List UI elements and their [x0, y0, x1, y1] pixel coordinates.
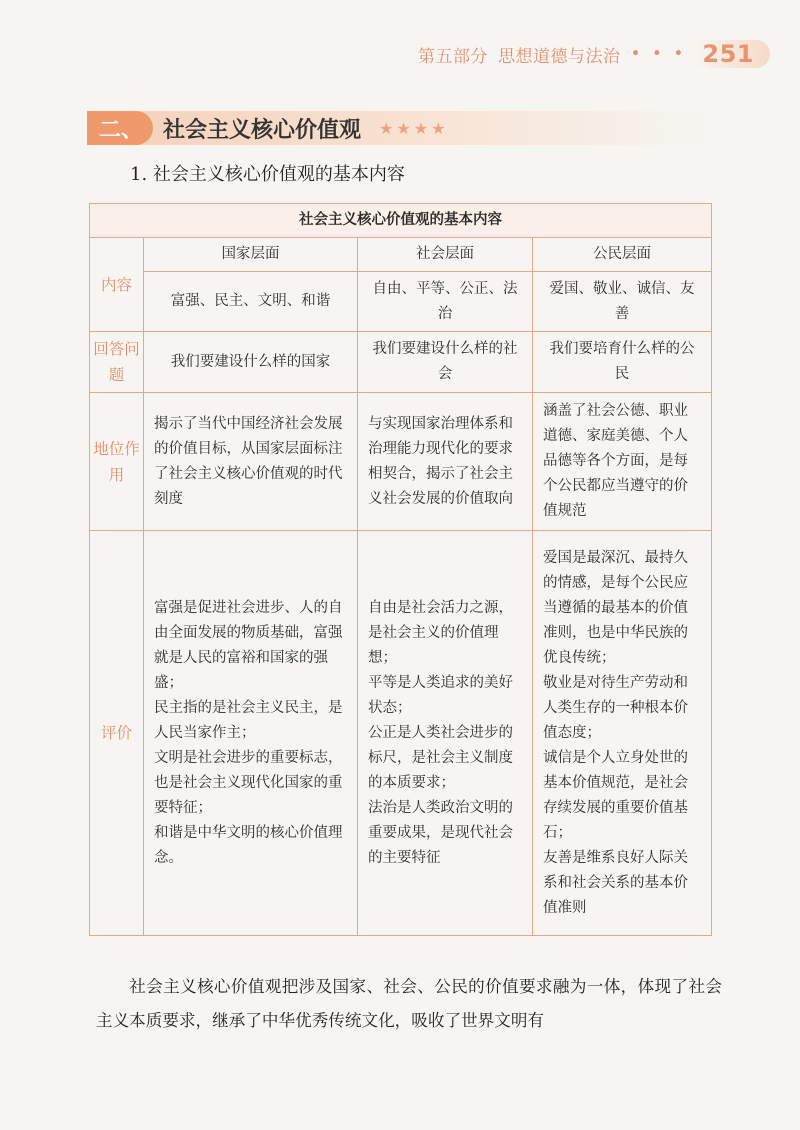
question-national: 我们要建设什么样的国家	[144, 332, 358, 393]
question-social: 我们要建设什么样的社会	[358, 332, 533, 393]
subsection-title: 1. 社会主义核心价值观的基本内容	[130, 164, 405, 185]
content-national: 富强、民主、文明、和谐	[144, 272, 358, 332]
role-national: 揭示了当代中国经济社会发展的价值目标，从国家层面标注了社会主义核心价值观的时代刻度	[144, 393, 358, 531]
evaluation-line: 和谐是中华文明的核心价值理念。	[154, 824, 343, 866]
row-label-evaluation: 评价	[90, 531, 144, 936]
table-caption: 社会主义核心价值观的基本内容	[90, 204, 712, 238]
table-header-row	[90, 238, 712, 272]
role-citizen: 涵盖了社会公德、职业道德、家庭美德、个人品德等各个方面，是每个公民都应当遵守的价值规范	[533, 393, 712, 531]
role-social: 与实现国家治理体系和治理能力现代化的要求相契合，揭示了社会主义社会发展的价值取向	[358, 393, 533, 531]
subject-label: 思想道德与法治	[498, 46, 621, 67]
evaluation-line: 平等是人类追求的美好状态；	[368, 674, 513, 716]
header-dots: • • •	[630, 44, 687, 64]
evaluation-line: 自由是社会活力之源，是社会主义的价值理想；	[368, 599, 513, 666]
core-values-table	[89, 203, 712, 936]
content-social: 自由、平等、公正、法治	[358, 272, 533, 332]
table-row	[90, 393, 712, 531]
col-header-citizen: 公民层面	[533, 238, 712, 272]
page-number: 251	[696, 40, 770, 68]
col-header-social: 社会层面	[358, 238, 533, 272]
row-label-content: 内容	[90, 238, 144, 332]
table-row	[90, 531, 712, 936]
table-row	[90, 332, 712, 393]
running-head	[418, 38, 770, 70]
section-title: 社会主义核心价值观	[163, 117, 362, 143]
evaluation-citizen	[533, 531, 712, 936]
evaluation-line: 友善是维系良好人际关系和社会关系的基本价值准则	[543, 849, 688, 916]
table-caption-row	[90, 204, 712, 238]
evaluation-line: 公正是人类社会进步的标尺，是社会主义制度的本质要求；	[368, 724, 513, 791]
evaluation-line: 富强是促进社会进步、人的自由全面发展的物质基础，富强就是人民的富裕和国家的强盛；	[154, 599, 343, 691]
difficulty-stars-icon: ★★★★	[379, 118, 449, 138]
evaluation-line: 文明是社会进步的重要标志，也是社会主义现代化国家的重要特征；	[154, 749, 343, 816]
row-label-role: 地位作用	[90, 393, 144, 531]
question-citizen: 我们要培育什么样的公民	[533, 332, 712, 393]
body-paragraph: 社会主义核心价值观把涉及国家、社会、公民的价值要求融为一体，体现了社会主义本质要求，继承了中华优秀传统文化，吸收了世界文明有	[96, 976, 722, 1030]
evaluation-line: 诚信是个人立身处世的基本价值规范，是社会存续发展的重要价值基石；	[543, 749, 688, 841]
evaluation-national	[144, 531, 358, 936]
section-banner	[87, 111, 711, 145]
section-number-badge: 二、	[87, 111, 153, 145]
content-citizen: 爱国、敬业、诚信、友善	[533, 272, 712, 332]
evaluation-line: 爱国是最深沉、最持久的情感，是每个公民应当遵循的最基本的价值准则，也是中华民族的优良传统；	[543, 549, 688, 666]
col-header-national: 国家层面	[144, 238, 358, 272]
table-row	[90, 272, 712, 332]
evaluation-social	[358, 531, 533, 936]
evaluation-line: 民主指的是社会主义民主，是人民当家作主；	[154, 699, 343, 741]
row-label-question: 回答问题	[90, 332, 144, 393]
evaluation-line: 敬业是对待生产劳动和人类生存的一种根本价值态度；	[543, 674, 688, 741]
part-label: 第五部分	[418, 46, 488, 67]
evaluation-line: 法治是人类政治文明的重要成果，是现代社会的主要特征	[368, 799, 513, 866]
